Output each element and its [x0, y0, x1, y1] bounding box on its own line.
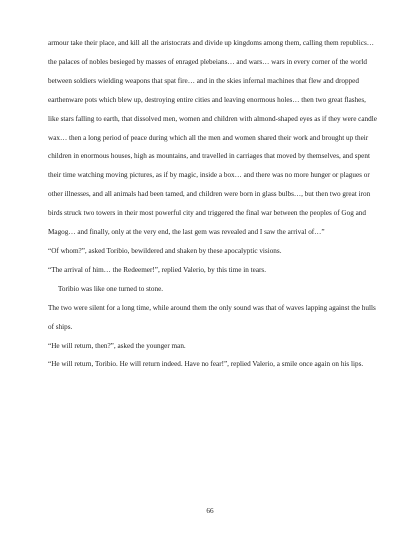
body-text [48, 34, 378, 374]
paragraph-will-return-answer: “He will return, Toribio. He will return indeed. Have no fear!”, replied Valerio, a smile once again on his lips. [48, 360, 364, 369]
paragraph-stone: Toribio was like one turned to stone. [58, 284, 164, 293]
paragraph-redeemer: “The arrival of him… the Redeemer!”, replied Valerio, by this time in tears. [48, 265, 267, 274]
paragraph-will-return-question: “He will return, then?”, asked the younger man. [48, 341, 186, 350]
paragraph-vision: armour take their place, and kill all the aristocrats and divide up kingdoms among them, calling them republics… the palaces of nobles besieged by masses of enraged plebeians… and wars… wars in every corner of the world between soldiers wielding weapons that spat fire… and in the skies infernal machines that flew and dropped earthenware pots which blew up, destroying entire cities and leaving enormous holes… then two great flashes, like stars falling to earth, that dissolved men, women and children with almond-shaped eyes as if they were candle wax… then a long period of peace during which all the men and women shared their work and brought up their children in enormous houses, high as mountains, and travelled in carriages that moved by themselves, and spent their time watching moving pictures, as if by magic, inside a box… and there was no more hunger or plagues or other illnesses, and all animals had been tamed, and children were born in glass bulbs…, but then two great iron birds struck two towers in their most powerful city and triggered the final war between the peoples of Gog and Magog… and finally, only at the very end, the last gem was revealed and I saw the arrival of…” [48, 39, 377, 237]
paragraph-silence: The two were silent for a long time, while around them the only sound was that of waves lapping against the hulls of ships. [48, 303, 376, 331]
page-number: 66 [206, 507, 214, 515]
paragraph-of-whom: “Of whom?”, asked Toribio, bewildered and shaken by these apocalyptic visions. [48, 246, 282, 255]
